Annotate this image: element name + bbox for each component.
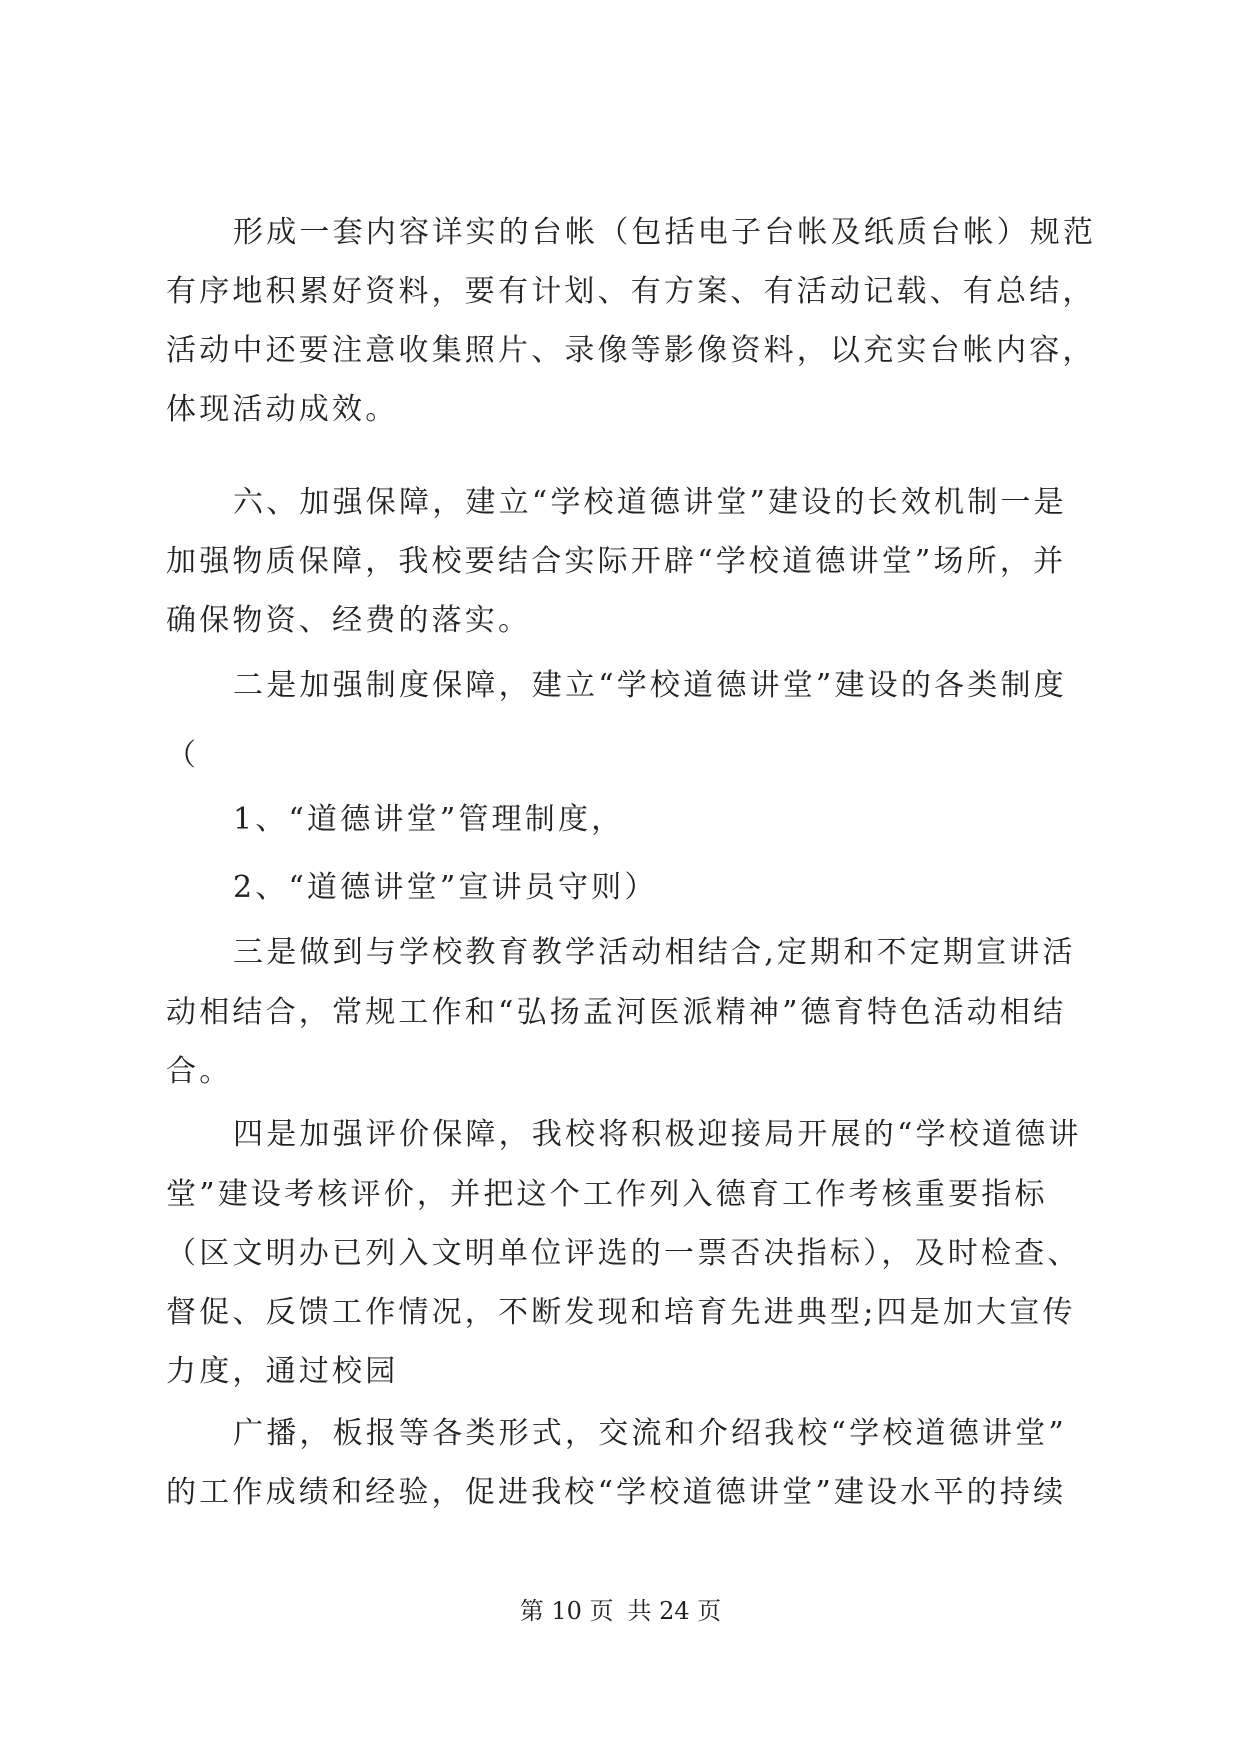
paragraph-8-line-2: 的工作成绩和经验，促进我校“学校道德讲堂”建设水平的持续	[166, 1475, 1067, 1510]
paragraph-6-line-1: 三是做到与学校教育教学活动相结合,定期和不定期宣讲活	[233, 935, 1076, 970]
paragraph-6-line-2: 动相结合，常规工作和“弘扬孟河医派精神”德育特色活动相结	[166, 995, 1067, 1030]
paragraph-7-line-1: 四是加强评价保障，我校将积极迎接局开展的“学校道德讲	[233, 1117, 1082, 1152]
paragraph-1-line-4: 体现活动成效。	[166, 392, 399, 427]
page-total: 共 24 页	[627, 1597, 722, 1625]
paragraph-8-line-1: 广播，板报等各类形式，交流和介绍我校“学校道德讲堂”	[233, 1416, 1067, 1451]
page-number: 第 10 页	[519, 1597, 614, 1625]
paragraph-4-line-1: 1、“道德讲堂”管理制度，	[233, 802, 625, 837]
paragraph-7-line-4: 督促、反馈工作情况，不断发现和培育先进典型;四是加大宣传	[166, 1295, 1076, 1330]
paragraph-1-line-3: 活动中还要注意收集照片、录像等影像资料，以充实台帐内容，	[166, 333, 1096, 368]
paragraph-2-line-2: 加强物质保障，我校要结合实际开辟“学校道德讲堂”场所，并	[166, 544, 1067, 579]
paragraph-5-line-1: 2、“道德讲堂”宣讲员守则）	[233, 870, 658, 905]
page-footer	[0, 1596, 1241, 1626]
paragraph-2-line-1: 六、加强保障，建立“学校道德讲堂”建设的长效机制一是	[233, 485, 1067, 520]
paragraph-1-line-1: 形成一套内容详实的台帐（包括电子台帐及纸质台帐）规范	[233, 215, 1097, 250]
paragraph-7-line-2: 堂”建设考核评价，并把这个工作列入德育工作考核重要指标	[166, 1177, 1048, 1212]
paragraph-2-line-3: 确保物资、经费的落实。	[166, 603, 532, 638]
paragraph-7-line-5: 力度，通过校园	[166, 1354, 399, 1389]
paragraph-3-line-1: 二是加强制度保障，建立“学校道德讲堂”建设的各类制度	[233, 668, 1067, 703]
paragraph-1-line-2: 有序地积累好资料，要有计划、有方案、有活动记载、有总结，	[166, 274, 1096, 309]
paragraph-6-line-3: 合。	[166, 1054, 233, 1089]
paragraph-3-line-2: （	[166, 738, 200, 773]
paragraph-7-line-3: （区文明办已列入文明单位评选的一票否决指标），及时检查、	[166, 1236, 1081, 1271]
